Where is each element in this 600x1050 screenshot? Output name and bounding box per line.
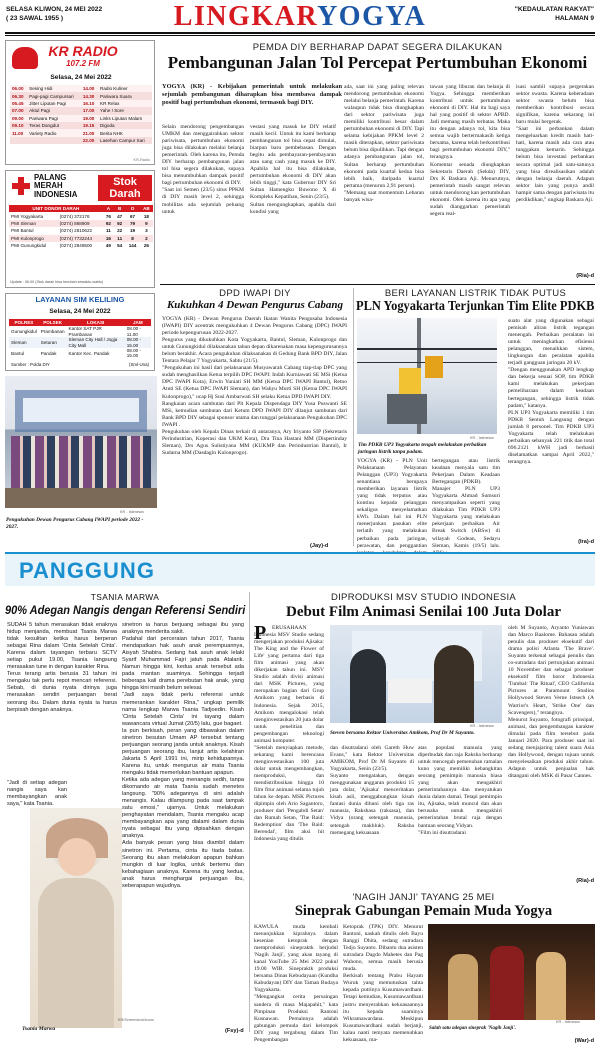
film-kicker: DIPRODUKSI MSV STUDIO INDONESIA xyxy=(330,592,517,603)
pmi-stock-value: 11 xyxy=(117,235,123,241)
toll-col3: ada, saat ini yang paling relevan mendorong pertumbuhan ekonomi melalui belanja pemerintah. Karena walaupun tidak bisa diungkapkan dari sektor pariwisata juga memiliki kontribusi besar dalam pertumbuhan ekonomi di DIY. Tapi selama kebijakan PPKM level 2 masih diterapkan, sektor pariwisata belum bisa dipulihkan. Tapi dengan adanya pembangunan jalan tol, Sultan berharap pertumbuhan ekonomi pada kuartal kedua bisa lebih baik, daripada kuartal pertama (menurun 2,91 persen). "Memang saat momentum Lebaran banyak wisa- xyxy=(344,84,424,203)
tsania-kicker: TSANIA MARWA xyxy=(90,592,160,602)
masthead-date xyxy=(6,5,126,23)
tsania-photo xyxy=(30,808,122,1028)
schedule-time: 22.00 xyxy=(82,137,95,143)
pmi-row xyxy=(9,235,153,242)
dpd-body: YOGYA (KR) - Dewan Pengurus Daerah Ikatan Wanita Pengusaha Indonesia (IWAPI) DIY acentrak mengukuhkan 4 Dewan Pengurus Cabang (DPC) IWAPI periode kepengurusan 2022-2027. Pengurus yang dikukuhkan Kota Yogyakarta, Bantul, Sleman, Kulonprogo dan untuk Gunungkidul dilaksanakan tahun depan dikarenakan masa kepengurusannya belum berakhir. Acara pengukuhan dilaksanakan di Gedung Bank BPD DIY, Jalan Tentara Pelajar 7 Yogyakarta, Sabtu (21/5). "Pengukuhan ini hasil dari pelaksanaan Musyawarah Cabang tiap-tiap DPC yang sudah menghasilkan Ketua terpilih DPC IWAPI: Indah Kurniawati SE MSi (Ketua DPC IWAPI Kota), Erwin Yuniati SH MM (Ketua DPC IWAPI Bantul), Retno Atuti SE (Ketua DPC IWAPI Sleman), dan Wahyu Murti SH (Ketua DPC IWAPI Kulonprogo)," ucap Hj Susi Ambarwati SH selaku Ketua DPD IWAPI DIY. Rangkaian acara sambutan dari Plt Kepala Dispendaga DIY Yusa Puswanti SE MSi, kemudian sambutan dari Ketum DPD IWAPI DIY dilanjut sambutan dari Bank BPD DIY sebagai sponsor utama dan tunggal pelaksanaan Pengukuhan DPC IWAPI . Pengukuhan oleh Kepala Dinas terkait di antaranya, Ary Iriyanto SIP (Sekretaris Perindustrian, Koperasi dan UKM Kota), Dra Tina Hastani MM (Dispertinday Sleman), Drs Agus Sulistiyana MM (KUKMP dan Perindustrian Bantul), Ir Sudarna MM (Dasdagin Kulonprogo). xyxy=(162,316,348,456)
sineprak-photo-credit: KR - Istimewa xyxy=(556,1020,580,1024)
dpd-caption: Pengukuhan Dewan Pengurus Cabang IWAPI periode 2022 - 2027. xyxy=(6,517,144,530)
sim-cell: Kantor Kec. Pandak xyxy=(68,350,110,356)
schedule-program: Variety Radio xyxy=(29,130,57,136)
krradio-box xyxy=(5,40,155,165)
film-caption: Steven bersama Rektor Universitas Amikom, Prof Dr M Suyanto. xyxy=(330,730,475,736)
sineprak-col2: Ketoprak (TPK) DIY. Menurut Rantoni, naskah ditulis oleh Bayu Ranggi Dhita, sedang sutradara Tedjo Suyanto. Dibantu dua asisten sutradara Dagdo Mahetes dan Pag Wahono, semua masih berusia muda. Berkisah tentang Prabu Hayam Wuruk yang memutuskan tahta kepada putrinya Kusumawardhani. Tetapi kemudian, Kusumawardhani justru menyerahkan kekuasaannya itu kepada suaminya Wikramawardana. Meskipun Kusumawardhani sudah berjanji, kalau nanti temyata memenuhkan kekuasaan, ma- xyxy=(343,924,423,1043)
masthead-rule-top xyxy=(5,32,595,34)
sim-cell: Sleman City Hall / Jogja City Mall xyxy=(68,337,118,348)
schedule-program: Lasehan Campur Sari xyxy=(100,137,145,143)
dpd-sign: (Jay)-d xyxy=(310,543,329,549)
schedule-program: KR Relax xyxy=(100,100,120,106)
krradio-credit: KR-Radio xyxy=(133,158,150,162)
schedule-row xyxy=(10,85,152,92)
schedule-row xyxy=(10,129,152,136)
schedule-time: 06.00 xyxy=(12,86,24,92)
sim-sumber: Sumber : Polda DIY xyxy=(11,362,50,367)
pmi-unit-phone: (0274) 7732244 xyxy=(59,235,93,241)
toll-lead-text: YOGYA (KR) - Kebijakan pemerintah untuk melakukan sejumlah pembangunan diharapkan bisa membawa dampak positif bagi pertumbuhan ekonomi, termasuk bagi DIY. xyxy=(162,83,342,106)
dpd-photo-credit: KR - Istimewa xyxy=(120,510,144,514)
pmi-header-row xyxy=(9,205,153,212)
toll-col4: tawan yang liburan dan belanja di Yogya. Sehingga memberikan kontribusi untuk pertumbuhan ekonomi di DIY. Hal itu bagi saya hal yang positif di sektor APBD. Jadi memang masih terbatas. Maka itu dengan adanya tol, kita bisa semua wajib bertermakasih ketiga bersama, karena telah berkontribusi bagi pertumbuhan ekonomi DIY," terangnya. Komentar senada diungkapkan Sekretaris Daerah (Sekda) DIY, Drs K Baskara Aji. Menurutnya, pemerintah masih sangat relevan untuk mendorong kan pertumbuhan ekonomi. Oleh karena itu apa yang sudah dianggarkan pemerintah segera real- xyxy=(430,84,511,217)
tsania-headline: 90% Adegan Nangis dengan Referensi Sendiri xyxy=(5,603,246,617)
film-dropcap: P xyxy=(254,622,267,644)
film-photo-credit: KR - Istimewa xyxy=(470,724,494,728)
pmi-row xyxy=(9,242,153,249)
pmi-box xyxy=(5,170,155,288)
film-col3: atas populasi manusia yang diperbudak dan raja Raksha berharap untuk mencegah pemenuhan ramalan kuno yang memiliki kebangkitan seorang pemimpin manusia biasa yang akan mengakhiri pemerintahannya dan menyatukan dunia dalam damai. Tetapi pemimpin itu, Ajisaka, telah muncul dan akan berusaha untuk mengakhiri pemerintahan brutal raja dengan bantuan seorang Vidyan. "Film ini disutradarai xyxy=(418,745,502,836)
schedule-time xyxy=(10,137,27,144)
schedule-time: 11.00 xyxy=(12,130,24,136)
krradio-radio-icon xyxy=(12,47,38,69)
pln-kicker: BERI LAYANAN LISTRIK TIDAK PUTUS xyxy=(384,288,567,299)
masthead-rule-bottom xyxy=(5,35,595,36)
schedule-time: 06.30 xyxy=(12,93,24,99)
logo-part1: LINGKAR xyxy=(173,1,318,32)
toll-lead xyxy=(162,83,342,107)
pmi-note: Update : 06.00 (Stok darah bisa berubah sewaktu-waktu) xyxy=(10,280,104,284)
sim-title: LAYANAN SIM KELILING xyxy=(35,295,125,304)
schedule-program xyxy=(27,137,81,144)
sim-title-bar xyxy=(6,294,154,306)
pln-col3: suatu alat yang digunakan sebagai pemisah aliran listrik tegangan menengah. Perbaikan peralatan ini untuk meningkatkan efisiensi pelanggan, menaikkan sistem, lingkungan dan peralatan apabila terjadi gangguan jaringan 20 kV. "Dengan menggunakan APD lengkap dan bekerja sesuai SOP, tim PDKB kami melakukan pekerjaan pemeliharaan dalam keadaan bertegangan, sehingga listrik tidak padam," katanya. PLN UP3 Yogyakarta memiliki 1 tim PDKB Sentuh Langsung dengan jumlah 8 personel. Tim PDKB UP3 Yogyakarta telah melakukan perbaikan sebanyak 221 titik dan total 696.2121 kWH jadi berhasil diselamatkan sampai April 2022," terangnya. xyxy=(508,318,594,465)
schedule-row xyxy=(10,92,152,99)
pmi-unit-phone: (0274) 2810622 xyxy=(59,228,93,234)
sineprak-caption: Salah satu adegan sineprak 'Nagih Janji'. xyxy=(429,1026,516,1031)
pmi-table-wrap xyxy=(9,205,153,249)
film-col4: oleh M Suyanto, Aryanto Yuniawan dan Marco Baalome. Bahasan adalah penulis dan produser eksekutif dari drama polisi Atlanta 'The Brave'. Suyanto terkenal sebagai penulis dan co-sutradara dari pertunjukan animasi 10 November dan sebagai produser eksekutif film horor Indonesia 'Tumbal: The Ritual', CEO California Pictures at Paramount Studios Hollywood Steven Verne Istsech (A Warrior's Heart, 'Strike One' dan Scavengers)," terangnya. Menurut Suyanto, fotografi prinsipal, animasi, dan pengembangan karakter dimulai pada film tersebut pada Januari 2020. Para produser saat ini sedang menjajaring talent suara Asia dan Hollywood, dengan tujuan untuk menyelesaikan produksi akhir tahun. Adapun untuk penjualan hak ditangani oleh MSK di Pasar Cannes. xyxy=(508,625,594,779)
pmi-stock-value: 18 xyxy=(143,213,149,219)
pmi-head-group: A xyxy=(106,206,111,212)
toll-col2: vestasi yang masuk ke DIY relatif masih kecil. Untuk itu kami berharap pembangunan tol bisa cepat dimulai, biarpun baru pembebasan. Dengan begitu ada pembayaran-pembayaran atau uang cash yang masuk ke DIY. Apabila hal itu bisa dilakukan, pertumbuhan ekonomi di DIY akan lebih tinggi," kata Gubernur DIY Sri Sultan Hamengku Buwono X di Kompleks Kepatihan, Senin (23/5). Sultan mengungkapkan, apabila dari kondisi yang xyxy=(250,124,336,215)
krradio-logo xyxy=(46,44,120,72)
tagline: "KEDAULATAN RAKYAT" xyxy=(514,6,594,13)
film-col1: ERUSAHAAN Indonesia MSV Studio sedang mengerjakan produksi Ajisaka: The King and the Flower of Life' yang pertama dari tiga film animasi yang akan dikerjakan tahun ini. MSV Studio adalah divisi animasi dari MSK Pictures, yang merupakan bagian dari Grup Amikom yang berbasis di Indonesia. Sejak 2015, Amikom mengalokasi telah menginvestasikan 20 juta dolar untuk penelitian dan pengembangan teknologi animasi komputer. "Setelah menyiapkan metode, sekarang kami berencana menginvestasikan 100 juta dolar untuk mengembangkan, memproduksi, dan mendistribusikan hingga 10 film fitur animasi selama tujuh tahun ke depan. MSK Pictures dipimpin oleh Ario Sagantoro, produser dari 'Pengabdi Setan' dan Rumah Setan, 'The Raid: Redemption' dan 'The Raid: Berendal', film aksi hit Indonesia yang ditulis xyxy=(254,625,324,843)
sim-row xyxy=(9,337,151,348)
tsania-col1b: "Jadi di setiap adegan nangis saya kan membayangkan anak saya," kata Tsania. xyxy=(7,780,67,808)
tsania-caption: Tsania Marwa xyxy=(22,1026,56,1032)
pln-caption: Tim PDKB UP3 Yogyakarta tengah melakukan perbaikan jaringan listrik tanpa padam. xyxy=(358,442,487,455)
pmi-unit-phone: (0274) 2849500 xyxy=(59,243,93,249)
pmi-stock-value: 19 xyxy=(130,228,136,234)
krradio-date: Selasa, 24 Mei 2022 xyxy=(50,74,112,81)
toll-kicker: PEMDA DIY BERHARAP DAPAT SEGERA DILAKUKAN xyxy=(252,42,503,53)
sim-row xyxy=(9,326,151,337)
pmi-title xyxy=(34,174,77,199)
sim-head-cell: POLRES xyxy=(14,320,34,326)
film-photo xyxy=(330,625,502,723)
pmi-unit-name: PMI Gunungkidul xyxy=(11,243,47,249)
sineprak-sign: (War)-d xyxy=(574,1038,594,1044)
schedule-time: 19.15 xyxy=(82,123,95,129)
sim-cell: Kantor SAT PJR Prambanan xyxy=(68,326,102,337)
schedule-program: Digoda xyxy=(100,123,115,129)
schedule-time: 09.10 xyxy=(12,123,24,129)
tsania-col2: sinetron ia harus berjuang sebagai ibu yang anaknya menderita sakit. Padahal dari perceraian tahun 2017, Tsania mendapatkan hak asuh anak perempuannya, Aisyah Shabira. Sedang hak asuh anak lelaki Syarif Muhammad Fajri jatuh pada Atalarik. Namun hingga kini, kedua anak tersebut ada pada mantan suaminya. Sehingga terjadi beberapa kali drama perebutan hak anak, yang hingga kini masih belum selesai. "Jadi saya tidak perlu referensi untuk memerankan karakter Rina," ungkap pemilik nama lengkap Marwa Tsania Tadjoedin. Kisah 'Cinta Setelah Cinta' ini tayang dalam wawancara virtual Jumat (20/5) lalu, gue bagaet. Ia pun berkisah, peran yang dibawakan dalam sinetron besutan Umam AP tersebut tentang perjuangan seorang janda untuk anaknya. Kisah perjuangan seorang ibu, lanjut artis kelahiran Jakarta 5 April 1991 ini, mirip kehidupannya. Karena itu, untuk mengurus air mata Tsania mengaku tidak memerlukan bantuan apapun. Ketika ada adegan yang menangis sedih, tanpa dikomando air mata Tsania sudah menetes langsung. "90% adegannya di sini adalah menangis. Kalau dilampung pada saat tampak satu emosi," ujarnya. Untuk melakukan penghayatan mendalam, Tsania mengaku acap membayangkan apa yang dialami dalam dunia nyata sebagai ibu yang dipisahkan dengan anaknya. Ada banyak pesan yang bisa diambil dalam sinetron ini. Pertama, cinta itu tiada batas. Seorang ibu akan melakukan apapun bahkan mungkin di luar logika, untuk bertemu dan kebahagiaan anaknya. Karena itu yang kedua, anak harus menghargai perjuangan ibu, seberapapun wujudnya. xyxy=(122,622,244,889)
sim-cell: Bantul xyxy=(11,350,25,356)
pmi-stock-value: 92 xyxy=(105,220,111,226)
pmi-unit-name: PMI Yogyakarta xyxy=(11,213,44,219)
pln-col2: bertegangan atau listrik keadaan menyala satu tim Pekerjaan Dalam Keadaan Bertegangan (PDKB). Manajer PLN UP3 Yogyakarta Ahmad Sumsuri menyampaikan seperti yang dilakukan Tim PDKB UP3 Yogyakarta yang melakukan pekerjaan perbaikan Air Break Switch (ABSw) di wilayah Godean, Sedayu Sleman, Kamis (19/5) lalu. xyxy=(432,458,500,549)
pln-sign: (Ira)-d xyxy=(578,539,594,545)
schedule-program: Pagi-pagi Campursari xyxy=(29,93,74,99)
pmi-stock-value: 54 xyxy=(117,243,123,249)
schedule-program: Radio Kuliner xyxy=(100,86,128,92)
tsania-credit: KR/Screenshot/zoom xyxy=(118,1018,154,1022)
dpd-kicker: DPD IWAPI DIY xyxy=(219,288,291,299)
schedule-program: Links Liputan Malam xyxy=(100,115,143,121)
film-headline: Debut Film Animasi Senilai 100 Juta Dolar xyxy=(285,604,562,620)
pmi-stock-value: 2 xyxy=(145,235,148,241)
panggung-title: PANGGUNG xyxy=(19,558,155,583)
schedule-time: 16.10 xyxy=(82,100,95,106)
schedule-program: Pariwara Pagi xyxy=(29,115,58,121)
pmi-stock-value: 8 xyxy=(131,235,134,241)
sineprak-photo xyxy=(428,924,595,1020)
date-line: SELASA KLIWON, 24 MEI 2022 xyxy=(6,6,103,13)
pmi-head-group: O xyxy=(130,206,135,212)
pmi-title-3: INDONESIA xyxy=(34,189,78,199)
pmi-stock-value: 11 xyxy=(105,228,111,234)
pmi-unit-name: PMI Bantul xyxy=(11,228,34,234)
pmi-title-1: PALANG xyxy=(34,173,67,182)
pmi-row xyxy=(9,220,153,227)
schedule-time: 17.00 xyxy=(82,108,95,114)
pmi-stock-value: 3 xyxy=(145,228,148,234)
schedule-program: Jitter Liputan Pagi xyxy=(29,100,66,106)
sineprak-headline: Sineprak Gabungan Pemain Muda Yogya xyxy=(294,903,553,919)
sim-head-cell: LOKASI xyxy=(86,320,105,326)
pln-headline: PLN Yogyakarta Terjunkan Tim Elite PDKB xyxy=(356,299,595,314)
sim-cell: Pandak xyxy=(40,350,57,356)
sim-cell: 08.00 - 11.00 xyxy=(126,326,142,337)
sim-row xyxy=(9,348,151,359)
pmi-stock-value: 26 xyxy=(143,243,149,249)
pmi-stock-value: 144 xyxy=(128,243,137,249)
pmi-unit-phone: (0274) 372176 xyxy=(59,213,90,219)
pln-col1: YOGYA (KR) - PLN Unit Pelaksanaan Pelayanan Pelanggan (UP3) Yogyakarta senantiasa berupaya memberikan layanan listrik yang tidak terputus atau kontinu kepada pelanggan sekaligus menyelamatkan kWh. Dalam hal ini PLN menerjunkan pasukan elite terlatih yang melakukan perbaikan pada jaringan, perawatan, dan penggantian xyxy=(357,458,427,549)
pmi-stock-value: 92 xyxy=(117,220,123,226)
sim-head-cell: POLSEK xyxy=(43,320,63,326)
toll-col5: isasi sambil supaya pergerakan sektor swasta. Karena keberadaan sektor swasta belum bisa memberikan kontribusi secara signifikan, karena sekarang ini baru mulai bergerak. "Saat ini perbankan dalam mengeluarkan kredit masih hati-hati, karena masih ada cara atau tunggakan kemarin. Sehingga belum bisa investasi perbankan secara optimal jadi satu-satunya yang bisa direalisasikan adalah dengan belanja daerah. Adapun sektor lain yang punya andil hampir sama dengan pariwisata itu perdikdikan," ungkap Baskara Aji. xyxy=(516,84,594,203)
film-divider xyxy=(249,592,250,1032)
masthead-right xyxy=(474,5,594,23)
sim-cell: Seturan xyxy=(40,339,57,345)
schedule-program: Yahe ! Sore xyxy=(100,108,124,114)
tsania-col1: SUDAH 5 tahun merasakan tidak enaknya hidup menjanda, membuat Tsania Marwa tidak kesulitan ketika harus berperan sebagai Rina dalam 'Cinta Setelah Cinta'. Karena dalam tayangan terbaru SCTV setiap pukul 19.00, Tsania langsung merasakan tune in dengan karakter Rina. Terus terang artis berusia 31 tahun ini mengaku tak perlu repot mencari referensi. Sebab, di dunia nyata dirinya juga merasakan sendiri perjuangan berat seorang ibu. Dalam dunia nyata ia harus berpisah dengan anaknya. xyxy=(7,622,117,713)
krradio-schedule xyxy=(10,85,152,144)
toll-headline: Pembangunan Jalan Tol Percepat Pertumbuhan Ekonomi xyxy=(167,53,588,72)
sim-head-cell: JAM xyxy=(133,320,143,326)
schedule-time: 14.30 xyxy=(82,93,95,99)
dpd-photo xyxy=(5,376,157,508)
pln-photo-credit: KR - Istimewa xyxy=(470,436,494,440)
pmi-stock-value: 67 xyxy=(130,213,136,219)
sim-box xyxy=(5,293,155,371)
sim-cell: Gunungkidul xyxy=(11,329,37,335)
pmi-stock-value: 16 xyxy=(105,235,111,241)
pmi-unit-name: PMI Sleman xyxy=(11,220,37,226)
sim-cell: 08.00 - 15.00 xyxy=(126,348,142,359)
film-sign: (Ria)-d xyxy=(576,878,594,884)
pln-photo xyxy=(357,318,497,434)
pmi-head-group: B xyxy=(118,206,122,212)
schedule-row xyxy=(10,122,152,129)
pmi-cross-icon xyxy=(12,177,30,195)
volume-line: ( 23 SAWAL 1955 ) xyxy=(6,15,64,22)
pmi-row xyxy=(9,227,153,234)
krradio-name: KR RADIO xyxy=(48,43,118,59)
schedule-time: 21.00 xyxy=(82,130,95,136)
panggung-strip xyxy=(5,552,595,586)
stok-label-1: Stok xyxy=(113,176,137,188)
pmi-stock-value: 79 xyxy=(130,220,136,226)
pmi-stock-value: 47 xyxy=(117,213,123,219)
toll-sign: (Ria)-d xyxy=(576,273,594,279)
schedule-row xyxy=(10,115,152,122)
toll-rule xyxy=(160,284,595,285)
pmi-stock-value: 9 xyxy=(145,220,148,226)
pmi-table xyxy=(9,205,153,249)
krradio-freq: 107.2 FM xyxy=(66,59,100,68)
schedule-program: Teras Dangdut xyxy=(29,123,60,129)
page-number: HALAMAN 9 xyxy=(555,15,594,22)
sineprak-kicker: 'NAGIH JANJI' TAYANG 25 MEI xyxy=(352,892,495,903)
sim-table xyxy=(9,319,151,359)
tsania-sign: (Fsy)-d xyxy=(225,1028,244,1034)
schedule-time: 05.45 xyxy=(12,100,24,106)
sim-table-wrap xyxy=(9,319,151,359)
schedule-time: 09.00 xyxy=(12,115,24,121)
schedule-program: Aktul Pagi xyxy=(29,108,50,114)
sim-date: Selasa, 24 Mei 2022 xyxy=(49,308,111,315)
pln-divider xyxy=(353,288,354,546)
pmi-stok-badge xyxy=(98,175,152,201)
pmi-title-2: MERAH xyxy=(34,181,63,191)
dpd-headline: Kukuhkan 4 Dewan Pengurus Cabang xyxy=(166,299,344,311)
sim-credit: (Sml-Una) xyxy=(128,362,149,367)
film-col2: dan disutradarai oleh Gareth Huw Evans," kata Rektor Universitas AMIKOM, Prof Dr M Suyanto di Yogyakarta, Senin (23/5). Suyanto mengatakan, dengan menggunakan anggaran produksi 15 juta dolar, 'Ajisaka' menceritakan kisah asli, menggabungkan kisah fantasi dunia dihuni oleh tiga ras manusia, Rakshasa (raksasa), dan Vidya (orang setengah manusia, setengah makhluk). Raksha memegang kekuasaan xyxy=(330,745,414,836)
pmi-stock-value: 22 xyxy=(117,228,123,234)
masthead-logo xyxy=(150,2,450,32)
schedule-row xyxy=(10,137,152,144)
sim-header-row xyxy=(9,319,151,326)
pmi-head-unit: UNIT DONOR DARAH xyxy=(32,206,80,212)
krradio-table xyxy=(10,85,152,144)
pmi-unit-name: PMI Kulonprogo xyxy=(11,235,44,241)
toll-col1: Selain mendorong pengembangan UMKM dan menggairahkan sektor pariwisata, pertumbuhan ekonomi juga bisa dilakukan melalui belanja pemerintah. Oleh karena itu, Pemda DIY berharap pembangunan jalan tol bisa segera dilakukan, supaya bisa menumbuhkan dampak positif bagi pertumbuhan ekonomi di DIY. "Saat ini Semen (23/5) situs PPKM di DIY masih level 2, sehingga mobilitas ada sejumlah peluang untuk xyxy=(162,124,244,215)
sim-cell: Prambanan xyxy=(40,329,65,335)
schedule-program: Berita NHK xyxy=(100,130,123,136)
schedule-row xyxy=(10,100,152,107)
schedule-time: 14.00 xyxy=(82,86,95,92)
pmi-stock-value: 49 xyxy=(105,243,111,249)
logo-part2: YOGYA xyxy=(317,1,427,32)
schedule-time: 19.00 xyxy=(82,115,95,121)
schedule-time: 07.00 xyxy=(12,108,24,114)
schedule-program: Pariwara Suara xyxy=(100,93,132,99)
sineprak-col1: KAWULA muda kembali menunjukkan kiprahnya dalam kesenian ketoprak dengan memproduksi sinepraktk berjudul 'Nagih Janji', yang akan tayang di kanal YouTube 25 Mei 2022 pukul 19.00 WIB. Sinepraktk produksi bersama Dinas Kebudayaan (Kundha Kabudayan) DIY dan Taman Budaya Yogyakarta. "Mengangkat cerita persaingan sandera di masa Majapahit," kata Pimpinan Produksi Rantoni Kusnawan. Pemainnya adalah gabungan pemuda dari kelompok DIY yang tergabung dalam Tim Pengembangan xyxy=(254,924,338,1043)
schedule-row xyxy=(10,107,152,114)
stok-label-2: Darah xyxy=(109,188,141,200)
sim-cell: Sleman xyxy=(11,339,27,345)
sim-cell: 08.00 - 15.00 xyxy=(126,337,142,348)
pmi-stock-value: 76 xyxy=(105,213,111,219)
schedule-program: Sesing Hidi xyxy=(29,86,53,92)
pmi-head-group: AB xyxy=(143,206,150,212)
pmi-row xyxy=(9,212,153,219)
pmi-unit-phone: (0274) 868909 xyxy=(59,220,90,226)
